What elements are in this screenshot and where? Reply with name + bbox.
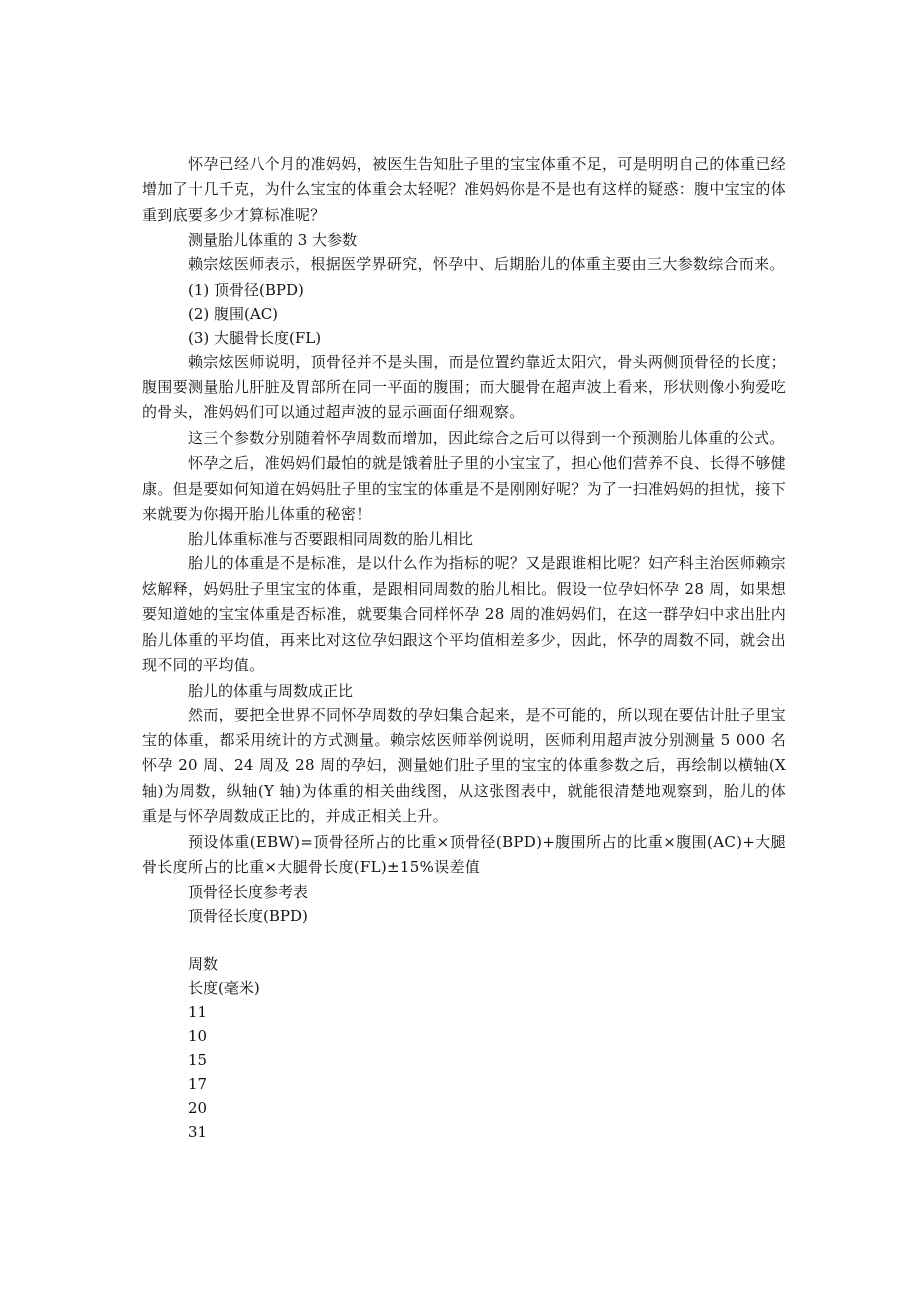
list-item: (2) 腹围(AC) [188,304,279,323]
table-cell: 31 [188,1123,208,1142]
section-heading: 胎儿体重标准与否要跟相同周数的胎儿相比 [188,530,474,549]
spacer [142,928,786,952]
list-item: (3) 大腿骨长度(FL) [188,328,322,347]
document-body [142,152,786,1144]
paragraph: 赖宗炫医师表示，根据医学界研究，怀孕中、后期胎儿的体重主要由三大参数综合而来。 [188,255,785,274]
paragraph: 胎儿的体重是不是标准，是以什么作为指标的呢？又是跟谁相比呢？妇产科主治医师赖宗炫解释，妈妈肚子里宝宝的体重，是跟相同周数的胎儿相比。假设一位孕妇怀孕 28 周，如果想要知道她的宝宝体重是否标准，就要集合同样怀孕 28 周的准妈妈们，在这一群孕妇中求出肚内胎儿体重的平均值，再来比对这位孕妇跟这个平均值相差多少，因此，怀孕的周数不同，就会出现不同的平均值。 [142,554,786,675]
paragraph: 怀孕之后，准妈妈们最怕的就是饿着肚子里的小宝宝了，担心他们营养不良、长得不够健康。但是要如何知道在妈妈肚子里的宝宝的体重是不是刚刚好呢？为了一扫准妈妈的担忧，接下来就要为你揭开胎儿体重的秘密！ [142,454,786,524]
formula-paragraph: 预设体重(EBW)=顶骨径所占的比重×顶骨径(BPD)+腹围所占的比重×腹围(AC)+大腿骨长度所占的比重×大腿骨长度(FL)±15%误差值 [142,832,786,876]
table-cell: 10 [188,1027,208,1046]
table-header-weeks: 周数 [188,955,219,974]
section-heading: 胎儿的体重与周数成正比 [188,681,354,700]
paragraph: 然而，要把全世界不同怀孕周数的孕妇集合起来，是不可能的，所以现在要估计肚子里宝宝的体重，都采用统计的方式测量。赖宗炫医师举例说明，医师利用超声波分别测量 5 000 名怀孕 20 周、24 周及 28 周的孕妇，测量她们肚子里的宝宝的体重参数之后，再绘制以横轴(X 轴)为周数，纵轴(Y 轴)为体重的相关曲线图，从这张图表中，就能很清楚地观察到，胎儿的体重是与怀孕周数成正比的，并成正相关上升。 [142,705,786,826]
intro-paragraph: 怀孕已经八个月的准妈妈，被医生告知肚子里的宝宝体重不足，可是明明自己的体重已经增加了十几千克，为什么宝宝的体重会太轻呢？准妈妈你是不是也有这样的疑惑：腹中宝宝的体重到底要多少才算标准呢？ [142,155,786,224]
table-cell: 17 [188,1075,208,1094]
table-cell: 15 [188,1051,208,1070]
paragraph: 赖宗炫医师说明，顶骨径并不是头围，而是位置约靠近太阳穴，骨头两侧顶骨径的长度；腹围要测量胎儿肝脏及胃部所在同一平面的腹围；而大腿骨在超声波上看来，形状则像小狗爱吃的骨头，准妈妈们可以通过超声波的显示画面仔细观察。 [142,352,786,422]
table-cell: 20 [188,1099,208,1118]
list-item: (1) 顶骨径(BPD) [188,280,304,299]
table-title: 顶骨径长度参考表 [188,883,309,902]
table-cell: 11 [188,1003,208,1022]
table-header-length: 长度(毫米) [188,979,260,998]
paragraph: 这三个参数分别随着怀孕周数而增加，因此综合之后可以得到一个预测胎儿体重的公式。 [188,428,785,447]
table-subtitle: 顶骨径长度(BPD) [188,907,308,926]
section-heading: 测量胎儿体重的 3 大参数 [188,231,358,250]
